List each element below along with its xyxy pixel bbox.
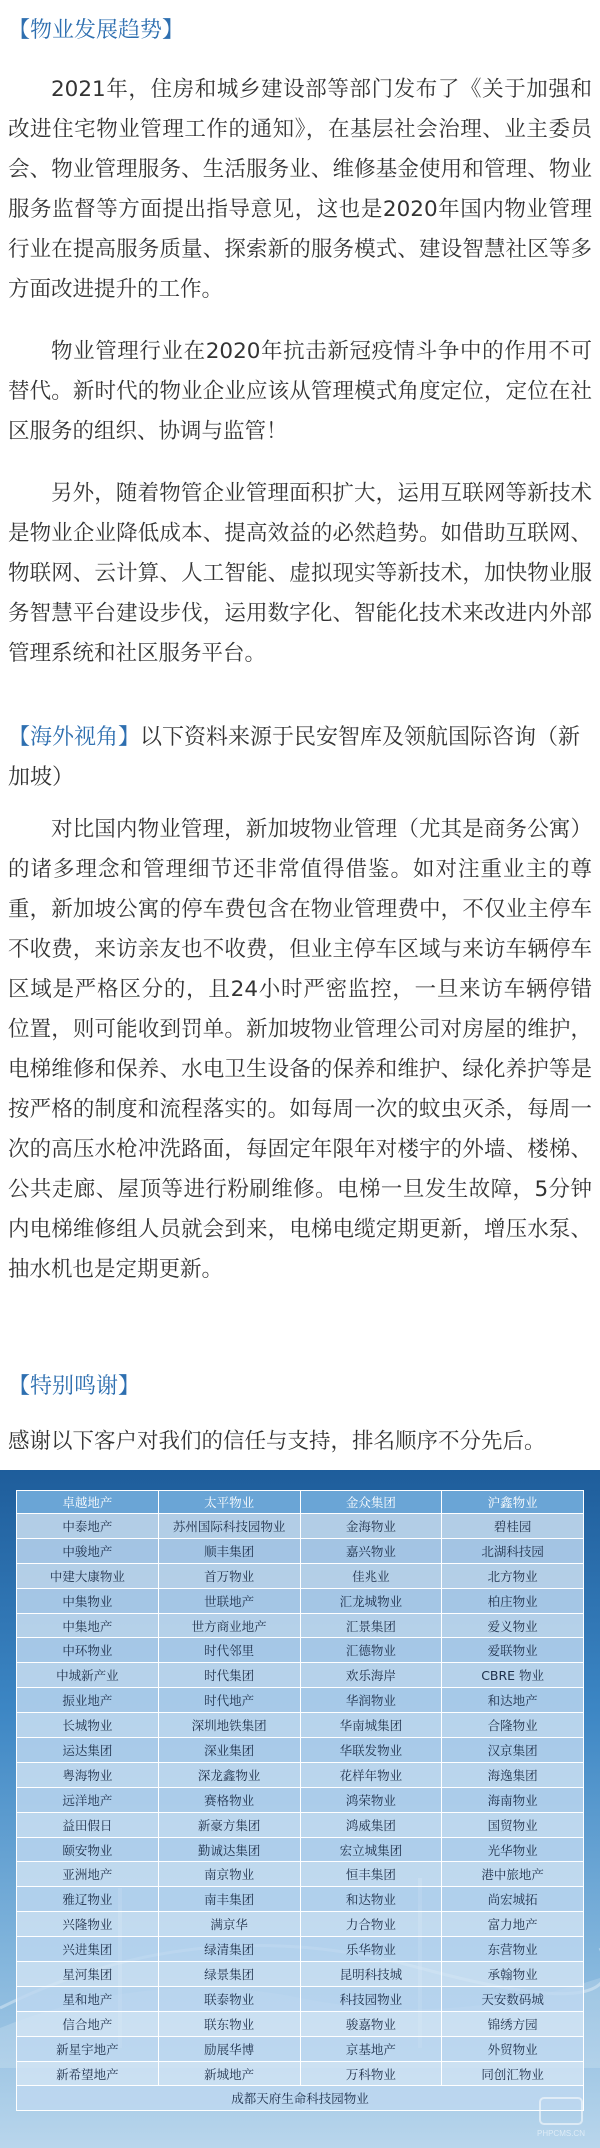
table-cell: 汇龙城物业 (300, 1588, 442, 1613)
table-row (17, 1688, 584, 1713)
table-cell: 新星宇地产 (17, 2036, 159, 2061)
table-cell: 励展华博 (158, 2036, 300, 2061)
table-cell: 爱联物业 (442, 1638, 584, 1663)
table-cell: 时代集团 (158, 1663, 300, 1688)
table-row (17, 1563, 584, 1588)
table-cell: 亚洲地产 (17, 1862, 159, 1887)
table-cell: 骏嘉物业 (300, 2011, 442, 2036)
table-cell: 绿清集团 (158, 1937, 300, 1962)
table-footer-row (17, 2086, 584, 2111)
table-row (17, 2061, 584, 2086)
table-row (17, 1588, 584, 1613)
table-cell: 华润物业 (300, 1688, 442, 1713)
watermark-logo-icon (532, 2096, 590, 2142)
section-heading-overseas: 【海外视角】 (8, 725, 141, 750)
table-cell: 联泰物业 (158, 1986, 300, 2011)
table-cell: 信合地产 (17, 2011, 159, 2036)
table-row (17, 1638, 584, 1663)
table-footer-cell: 成都天府生命科技园物业 (17, 2086, 584, 2111)
table-cell: 锦绣方园 (442, 2011, 584, 2036)
table-cell: 粤海物业 (17, 1762, 159, 1787)
table-row (17, 1986, 584, 2011)
table-cell: 赛格物业 (158, 1787, 300, 1812)
table-cell: 碧桂园 (442, 1514, 584, 1539)
table-cell: 欢乐海岸 (300, 1663, 442, 1688)
table-cell: 星和地产 (17, 1986, 159, 2011)
table-cell: 海南物业 (442, 1787, 584, 1812)
table-row (17, 1762, 584, 1787)
table-cell: 金海物业 (300, 1514, 442, 1539)
table-cell: 顺丰集团 (158, 1538, 300, 1563)
table-cell: 长城物业 (17, 1713, 159, 1738)
table-cell: 汇德物业 (300, 1638, 442, 1663)
table-cell: 首万物业 (158, 1563, 300, 1588)
table-cell: 中骏地产 (17, 1538, 159, 1563)
section-heading-trends: 【物业发展趋势】 (8, 18, 185, 43)
table-cell: 中环物业 (17, 1638, 159, 1663)
table-cell: 绿景集团 (158, 1962, 300, 1987)
table-cell: 兴进集团 (17, 1937, 159, 1962)
table-cell: 新城地产 (158, 2061, 300, 2086)
table-cell: 汇景集团 (300, 1613, 442, 1638)
table-cell: 中泰地产 (17, 1514, 159, 1539)
table-cell: 世联地产 (158, 1588, 300, 1613)
table-row (17, 1613, 584, 1638)
table-header-cell: 太平物业 (158, 1491, 300, 1514)
table-cell: 力合物业 (300, 1912, 442, 1937)
table-cell: 远洋地产 (17, 1787, 159, 1812)
table-cell: 和达物业 (300, 1887, 442, 1912)
table-cell: 万科物业 (300, 2061, 442, 2086)
table-cell: 深业集团 (158, 1738, 300, 1763)
table-row (17, 1812, 584, 1837)
table-row (17, 2011, 584, 2036)
table-cell: 满京华 (158, 1912, 300, 1937)
table-cell: 合隆物业 (442, 1713, 584, 1738)
table-cell: 星河集团 (17, 1962, 159, 1987)
table-cell: 兴隆物业 (17, 1912, 159, 1937)
table-row (17, 1538, 584, 1563)
table-cell: 鸿荣物业 (300, 1787, 442, 1812)
table-cell: 国贸物业 (442, 1812, 584, 1837)
table-cell: 华联发物业 (300, 1738, 442, 1763)
table-cell: 东营物业 (442, 1937, 584, 1962)
table-cell: 鸿威集团 (300, 1812, 442, 1837)
table-cell: 联东物业 (158, 2011, 300, 2036)
table-cell: 益田假日 (17, 1812, 159, 1837)
table-cell: 中建大康物业 (17, 1563, 159, 1588)
table-row (17, 1787, 584, 1812)
overseas-paragraph: 对比国内物业管理，新加坡物业管理（尤其是商务公寓）的诸多理念和管理细节还非常值得借鉴。如对注重业主的尊重，新加坡公寓的停车费包含在物业管理费中，不仅业主停车不收费，来访亲友也不收费，但业主停车区域与来访车辆停车区域是严格区分的，且24小时严密监控，一旦来访车辆停错位置，则可能收到罚单。新加坡物业管理公司对房屋的维护，电梯维修和保养、水电卫生设备的保养和维护、绿化养护等是按严格的制度和流程落实的。如每周一次的蚊虫灭杀，每周一次的高压水枪冲洗路面，每固定年限年对楼宇的外墙、楼梯、公共走廊、屋顶等进行粉刷维修。电梯一旦发生故障，5分钟内电梯维修组人员就会到来，电梯电缆定期更新，增压水泵、抽水机也是定期更新。 (8, 817, 592, 1282)
table-cell: 京基地产 (300, 2036, 442, 2061)
table-cell: 振业地产 (17, 1688, 159, 1713)
table-cell: 天安数码城 (442, 1986, 584, 2011)
table-cell: 乐华物业 (300, 1937, 442, 1962)
overseas-source-note: 以下资料来源于民安智库及领航国际咨询（新加坡） (8, 725, 581, 790)
table-cell: 时代地产 (158, 1688, 300, 1713)
table-cell: 富力地产 (442, 1912, 584, 1937)
table-cell: 恒丰集团 (300, 1862, 442, 1887)
table-cell: 嘉兴物业 (300, 1538, 442, 1563)
table-row (17, 1937, 584, 1962)
trends-paragraph-2: 物业管理行业在2020年抗击新冠疫情斗争中的作用不可替代。新时代的物业企业应该从管理模式角度定位，定位在社区服务的组织、协调与监管！ (8, 339, 592, 444)
thanks-paragraph: 感谢以下客户对我们的信任与支持，排名顺序不分先后。 (8, 1429, 546, 1454)
table-cell: 雅辽物业 (17, 1887, 159, 1912)
table-row (17, 1962, 584, 1987)
table-header-cell: 沪鑫物业 (442, 1491, 584, 1514)
table-cell: 同创汇物业 (442, 2061, 584, 2086)
table-row (17, 1887, 584, 1912)
table-cell: 中集物业 (17, 1588, 159, 1613)
table-row (17, 1862, 584, 1887)
table-cell: 运达集团 (17, 1738, 159, 1763)
table-header-row (17, 1491, 584, 1514)
table-cell: 颐安物业 (17, 1837, 159, 1862)
trends-paragraph-1: 2021年，住房和城乡建设部等部门发布了《关于加强和改进住宅物业管理工作的通知》，在基层社会治理、业主委员会、物业管理服务、生活服务业、维修基金使用和管理、物业服务监督等方面提出指导意见，这也是2020年国内物业管理行业在提高服务质量、探索新的服务模式、建设智慧社区等多方面改进提升的工作。 (8, 77, 592, 302)
table-cell: 深圳地铁集团 (158, 1713, 300, 1738)
table-cell: 佳兆业 (300, 1563, 442, 1588)
table-cell: 时代邻里 (158, 1638, 300, 1663)
table-cell: 深龙鑫物业 (158, 1762, 300, 1787)
table-cell: 华南城集团 (300, 1713, 442, 1738)
table-cell: 尚宏城拓 (442, 1887, 584, 1912)
table-cell: 海逸集团 (442, 1762, 584, 1787)
table-row (17, 1912, 584, 1937)
table-cell: 花样年物业 (300, 1762, 442, 1787)
table-cell: 中城新产业 (17, 1663, 159, 1688)
table-cell: 中集地产 (17, 1613, 159, 1638)
table-cell: 港中旅地产 (442, 1862, 584, 1887)
table-row (17, 1713, 584, 1738)
table-cell: 北方物业 (442, 1563, 584, 1588)
table-cell: 新希望地产 (17, 2061, 159, 2086)
table-row (17, 1663, 584, 1688)
table-cell: 世方商业地产 (158, 1613, 300, 1638)
overseas-heading-line (8, 718, 592, 798)
table-cell: 汉京集团 (442, 1738, 584, 1763)
table-row (17, 1738, 584, 1763)
table-cell: 光华物业 (442, 1837, 584, 1862)
watermark-label: PHPCMS.CN (536, 2129, 586, 2138)
table-header-cell: 金众集团 (300, 1491, 442, 1514)
table-cell: 和达地产 (442, 1688, 584, 1713)
table-cell: 宏立城集团 (300, 1837, 442, 1862)
table-cell: 外贸物业 (442, 2036, 584, 2061)
table-cell: 科技园物业 (300, 1986, 442, 2011)
section-heading-thanks: 【特别鸣谢】 (8, 1374, 141, 1399)
table-cell: 新豪方集团 (158, 1812, 300, 1837)
table-cell: 勤诚达集团 (158, 1837, 300, 1862)
table-header-cell: 卓越地产 (17, 1491, 159, 1514)
trends-paragraph-3: 另外，随着物管企业管理面积扩大，运用互联网等新技术是物业企业降低成本、提高效益的必然趋势。如借助互联网、物联网、云计算、人工智能、虚拟现实等新技术，加快物业服务智慧平台建设步伐，运用数字化、智能化技术来改进内外部管理系统和社区服务平台。 (8, 481, 592, 666)
table-cell: 南丰集团 (158, 1887, 300, 1912)
table-row (17, 1837, 584, 1862)
table-cell: 南京物业 (158, 1862, 300, 1887)
clients-table (16, 1490, 584, 2111)
clients-table-panel (0, 1470, 600, 2148)
table-cell: 北湖科技园 (442, 1538, 584, 1563)
table-cell: 承翰物业 (442, 1962, 584, 1987)
table-cell: CBRE 物业 (442, 1663, 584, 1688)
table-row (17, 1514, 584, 1539)
table-cell: 昆明科技城 (300, 1962, 442, 1987)
table-cell: 柏庄物业 (442, 1588, 584, 1613)
table-cell: 爱义物业 (442, 1613, 584, 1638)
table-row (17, 2036, 584, 2061)
table-cell: 苏州国际科技园物业 (158, 1514, 300, 1539)
